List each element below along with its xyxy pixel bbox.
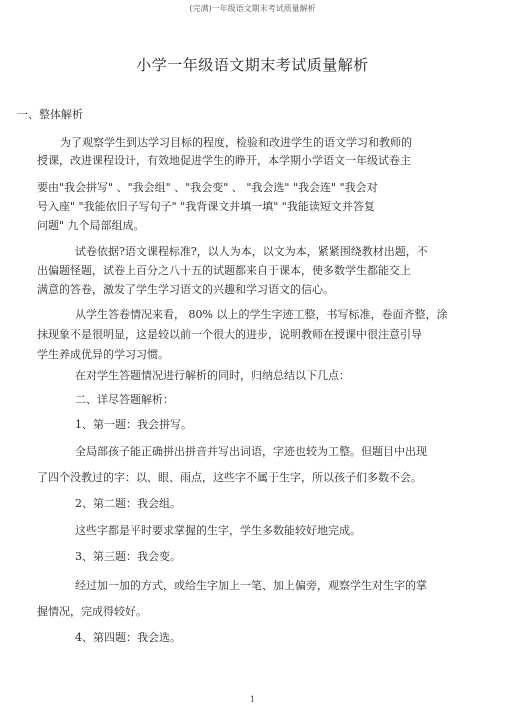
paragraph-line: 为了观察学生到达学习目标的程度，检验和改进学生的语文学习和教师的 — [60, 136, 412, 149]
paragraph-line: 从学生答卷情况来看， 80% 以上的学生字迹工整，书写标准，卷面齐整，涂 — [75, 308, 448, 321]
paragraph-line: 试卷依据?语文课程标准?，以人为本，以文为本，紧紧围绕教材出题，不 — [75, 245, 428, 258]
paragraph-line: 全局部孩子能正确拼出拼音并写出词语，字迹也较为工整。但题目中出现 — [75, 445, 427, 458]
paragraph-line: 学生养成优异的学习习惯。 — [37, 348, 169, 361]
paragraph-line: 号入座" "我能依旧子写句子" "我背课文并填一填" "我能读短文并答复 — [37, 200, 375, 213]
question-heading: 2、第二题：我会组。 — [75, 497, 181, 510]
page-title: 小学一年级语文期末考试质量解析 — [136, 56, 369, 74]
question-heading: 3、第三题：我会变。 — [75, 550, 181, 563]
section-heading-detail: 二、详尽答题解析： — [75, 393, 174, 406]
paragraph-line: 经过加一加的方式，或给生字加上一笔、加上偏旁，观察学生对生字的掌 — [75, 579, 427, 592]
page-number: 1 — [249, 695, 256, 704]
paragraph-line: 满意的答卷，激发了学生学习语文的兴趣和学习语文的信心。 — [37, 283, 334, 296]
section-heading-overall: 一、整体解析 — [17, 108, 83, 121]
paragraph-line: 授课，改进课程设计，有效地促进学生的睁开，本学期小学语文一年级试卷主 — [37, 154, 411, 167]
paragraph-line: 要由"我会拼写" 、"我会组" 、"我会变" 、 "我会选" "我会连" "我会对 — [37, 181, 378, 194]
paragraph-line: 出偏题怪题，试卷上百分之八十五的试题都来自于课本，使多数学生都能交上 — [37, 264, 411, 277]
paragraph-line: 抹现象不是很明显，这是较以前一个很大的进步，说明教师在授课中很注意引导 — [37, 328, 422, 341]
question-heading: 4、第四题：我会选。 — [75, 631, 181, 644]
paragraph-line: 这些字都是平时要求掌握的生字，学生多数能较好地完成。 — [75, 524, 361, 537]
paragraph-line: 问题" 九个局部组成。 — [37, 219, 145, 232]
question-heading: 1、第一题：我会拼写。 — [75, 418, 192, 431]
paragraph-line: 了四个没教过的字：以、眼、雨点，这些字不属于生字，所以孩子们多数不会。 — [37, 471, 422, 484]
paragraph-line: 握情况，完成得较好。 — [37, 605, 147, 618]
paragraph-line: 在对学生答题情况进行解析的同时，归纳总结以下几点： — [75, 369, 350, 382]
header-note: (完满)一年级语文期末考试质量解析 — [189, 4, 316, 13]
